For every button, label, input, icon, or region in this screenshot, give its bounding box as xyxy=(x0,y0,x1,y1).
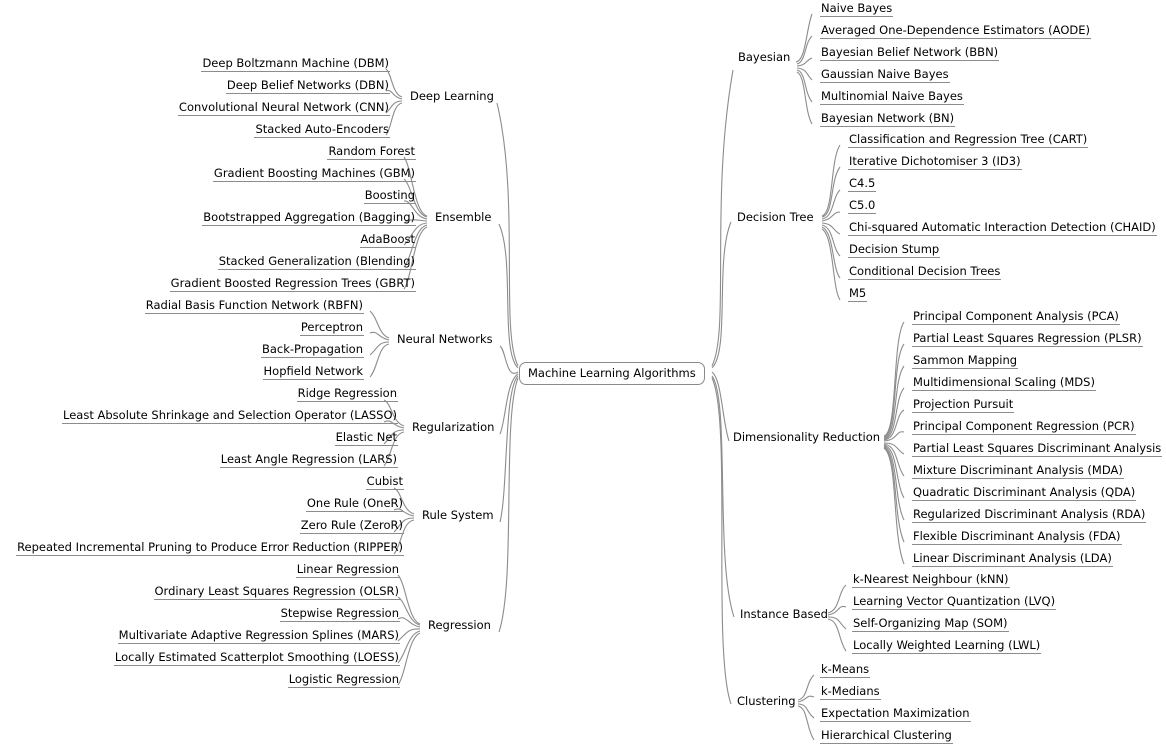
leaf-node[interactable] xyxy=(820,685,881,700)
leaf-node[interactable] xyxy=(296,563,400,578)
leaf-label: Stepwise Regression xyxy=(280,606,399,620)
leaf-label: Ridge Regression xyxy=(297,386,397,400)
leaf-node[interactable] xyxy=(820,68,950,83)
leaf-label: Stacked Generalization (Blending) xyxy=(218,254,415,268)
leaf-node[interactable] xyxy=(360,233,416,248)
leaf-label: Linear Regression xyxy=(296,562,399,576)
leaf-label: Conditional Decision Trees xyxy=(849,264,1001,278)
branch-label-decision-tree[interactable] xyxy=(736,211,815,225)
leaf-label: Principal Component Analysis (PCA) xyxy=(913,309,1119,323)
leaf-node[interactable] xyxy=(912,376,1096,391)
leaf-node[interactable] xyxy=(848,243,940,258)
leaf-label: Cubist xyxy=(366,474,403,488)
branch-label-ensemble[interactable] xyxy=(434,211,492,225)
leaf-label: Chi-squared Automatic Interaction Detection (CHAID) xyxy=(849,220,1156,234)
leaf-node[interactable] xyxy=(218,255,416,270)
leaf-node[interactable] xyxy=(912,530,1122,545)
leaf-label: Boosting xyxy=(364,188,415,202)
leaf-label: k-Nearest Neighbour (kNN) xyxy=(853,572,1009,586)
leaf-label: Ordinary Least Squares Regression (OLSR) xyxy=(154,584,399,598)
leaf-node[interactable] xyxy=(912,552,1113,567)
leaf-node[interactable] xyxy=(820,663,870,678)
leaf-node[interactable] xyxy=(848,265,1001,280)
leaf-node[interactable] xyxy=(254,123,390,138)
leaf-label: Self-Organizing Map (SOM) xyxy=(853,616,1008,630)
leaf-label: Linear Discriminant Analysis (LDA) xyxy=(913,551,1112,565)
branch-text: Dimensionality Reduction xyxy=(733,430,881,444)
branch-text: Bayesian xyxy=(738,50,791,64)
leaf-label: Partial Least Squares Regression (PLSR) xyxy=(913,331,1142,345)
leaf-label: Radial Basis Function Network (RBFN) xyxy=(145,298,363,312)
branch-label-deep-learning[interactable] xyxy=(409,90,495,104)
leaf-label: Stacked Auto-Encoders xyxy=(255,122,389,136)
leaf-node[interactable] xyxy=(327,145,416,160)
root-node-label: Machine Learning Algorithms xyxy=(528,366,696,380)
leaf-label: Gradient Boosted Regression Trees (GBRT) xyxy=(170,276,415,290)
branch-label-regression[interactable] xyxy=(427,619,492,633)
leaf-label: Multidimensional Scaling (MDS) xyxy=(913,375,1095,389)
leaf-label: Learning Vector Quantization (LVQ) xyxy=(853,594,1056,608)
leaf-label: Mixture Discriminant Analysis (MDA) xyxy=(913,463,1123,477)
branch-label-dimensionality-reduction[interactable] xyxy=(732,431,881,445)
leaf-node[interactable] xyxy=(912,464,1124,479)
leaf-node[interactable] xyxy=(335,431,398,446)
leaf-node[interactable] xyxy=(820,112,955,127)
leaf-node[interactable] xyxy=(848,133,1088,148)
leaf-label: Regularized Discriminant Analysis (RDA) xyxy=(913,507,1146,521)
leaf-node[interactable] xyxy=(912,486,1136,501)
leaf-label: Zero Rule (ZeroR) xyxy=(300,518,403,532)
leaf-label: Naive Bayes xyxy=(821,1,893,15)
leaf-label: Convolutional Neural Network (CNN) xyxy=(178,100,389,114)
leaf-label: Bootstrapped Aggregation (Bagging) xyxy=(203,210,415,224)
leaf-node[interactable] xyxy=(820,90,964,105)
leaf-label: Hierarchical Clustering xyxy=(821,728,952,742)
leaf-label: Gaussian Naive Bayes xyxy=(821,67,949,81)
leaf-node[interactable] xyxy=(912,354,1018,369)
branch-text: Clustering xyxy=(737,694,796,708)
leaf-node[interactable] xyxy=(145,299,364,314)
leaf-label: Principal Component Regression (PCR) xyxy=(913,419,1135,433)
leaf-node[interactable] xyxy=(848,199,876,214)
leaf-label: C4.5 xyxy=(849,176,876,190)
leaf-label: Iterative Dichotomiser 3 (ID3) xyxy=(849,154,1021,168)
leaf-label: Flexible Discriminant Analysis (FDA) xyxy=(913,529,1121,543)
branch-text: Neural Networks xyxy=(397,332,493,346)
leaf-label: Multinomial Naive Bayes xyxy=(821,89,963,103)
leaf-label: Classification and Regression Tree (CART) xyxy=(849,132,1088,146)
leaf-node[interactable] xyxy=(288,673,400,688)
leaf-node[interactable] xyxy=(848,155,1022,170)
leaf-node[interactable] xyxy=(202,211,416,226)
leaf-label: Bayesian Network (BN) xyxy=(821,111,955,125)
leaf-node[interactable] xyxy=(16,541,404,556)
leaf-label: Perceptron xyxy=(300,320,363,334)
leaf-node[interactable] xyxy=(912,442,1162,457)
leaf-label: Least Angle Regression (LARS) xyxy=(220,452,397,466)
branch-label-regularization[interactable] xyxy=(411,421,495,435)
leaf-node[interactable] xyxy=(220,453,398,468)
leaf-label: Locally Estimated Scatterplot Smoothing (LOESS) xyxy=(114,650,399,664)
leaf-node[interactable] xyxy=(820,24,1091,39)
branch-text: Rule System xyxy=(422,508,494,522)
leaf-node[interactable] xyxy=(178,101,390,116)
branch-text: Instance Based xyxy=(740,607,828,621)
leaf-label: Sammon Mapping xyxy=(913,353,1018,367)
leaf-node[interactable] xyxy=(820,729,953,744)
leaf-node[interactable] xyxy=(261,343,364,358)
leaf-node[interactable] xyxy=(114,651,400,666)
branch-text: Deep Learning xyxy=(410,89,494,103)
leaf-label: Bayesian Belief Network (BBN) xyxy=(821,45,999,59)
leaf-label: Expectation Maximization xyxy=(821,706,970,720)
leaf-node[interactable] xyxy=(912,398,1014,413)
branch-label-neural-networks[interactable] xyxy=(396,333,494,347)
leaf-node[interactable] xyxy=(306,497,404,512)
root-node[interactable] xyxy=(519,362,705,385)
leaf-node[interactable] xyxy=(852,617,1009,632)
leaf-node[interactable] xyxy=(263,365,364,380)
leaf-node[interactable] xyxy=(852,639,1041,654)
leaf-label: AdaBoost xyxy=(360,232,415,246)
leaf-label: Quadratic Discriminant Analysis (QDA) xyxy=(913,485,1136,499)
leaf-node[interactable] xyxy=(852,573,1010,588)
leaf-node[interactable] xyxy=(280,607,400,622)
leaf-label: Elastic Net xyxy=(335,430,397,444)
leaf-label: Decision Stump xyxy=(849,242,940,256)
branch-label-instance-based[interactable] xyxy=(739,608,829,622)
leaf-node[interactable] xyxy=(201,57,390,72)
leaf-label: Averaged One-Dependence Estimators (AODE) xyxy=(821,23,1090,37)
leaf-node[interactable] xyxy=(848,287,867,302)
branch-text: Regularization xyxy=(412,420,495,434)
leaf-label: Least Absolute Shrinkage and Selection Operator (LASSO) xyxy=(63,408,397,422)
leaf-node[interactable] xyxy=(364,189,416,204)
branch-label-bayesian[interactable] xyxy=(737,51,791,65)
leaf-label: Repeated Incremental Pruning to Produce Error Reduction (RIPPER) xyxy=(17,540,403,554)
leaf-label: Locally Weighted Learning (LWL) xyxy=(853,638,1041,652)
leaf-node[interactable] xyxy=(300,321,364,336)
leaf-label: Hopfield Network xyxy=(263,364,363,378)
leaf-label: M5 xyxy=(849,286,867,300)
branch-label-clustering[interactable] xyxy=(736,695,797,709)
leaf-node[interactable] xyxy=(118,629,400,644)
leaf-label: Back-Propagation xyxy=(261,342,363,356)
leaf-label: k-Medians xyxy=(821,684,880,698)
leaf-node[interactable] xyxy=(852,595,1056,610)
leaf-node[interactable] xyxy=(820,2,893,17)
branch-text: Ensemble xyxy=(435,210,492,224)
leaf-node[interactable] xyxy=(62,409,398,424)
leaf-label: Gradient Boosting Machines (GBM) xyxy=(213,166,415,180)
leaf-node[interactable] xyxy=(912,508,1146,523)
leaf-label: One Rule (OneR) xyxy=(306,496,403,510)
branch-label-rule-system[interactable] xyxy=(421,509,495,523)
leaf-label: Deep Boltzmann Machine (DBM) xyxy=(202,56,389,70)
leaf-label: Logistic Regression xyxy=(288,672,399,686)
leaf-node[interactable] xyxy=(820,46,999,61)
leaf-label: Random Forest xyxy=(328,144,415,158)
leaf-label: Deep Belief Networks (DBN) xyxy=(226,78,389,92)
leaf-node[interactable] xyxy=(300,519,404,534)
leaf-node[interactable] xyxy=(366,475,404,490)
leaf-node[interactable] xyxy=(297,387,398,402)
leaf-node[interactable] xyxy=(848,177,876,192)
leaf-node[interactable] xyxy=(848,221,1157,236)
leaf-node[interactable] xyxy=(912,332,1143,347)
leaf-label: Multivariate Adaptive Regression Splines (MARS) xyxy=(118,628,399,642)
leaf-label: C5.0 xyxy=(849,198,876,212)
branch-text: Decision Tree xyxy=(737,210,814,224)
leaf-label: Projection Pursuit xyxy=(913,397,1014,411)
leaf-label: k-Means xyxy=(821,662,870,676)
leaf-node[interactable] xyxy=(912,420,1136,435)
leaf-node[interactable] xyxy=(154,585,401,600)
branch-text: Regression xyxy=(428,618,491,632)
leaf-node[interactable] xyxy=(226,79,390,94)
leaf-node[interactable] xyxy=(170,277,416,292)
leaf-node[interactable] xyxy=(213,167,416,182)
leaf-node[interactable] xyxy=(912,310,1120,325)
leaf-label: Partial Least Squares Discriminant Analysis xyxy=(913,441,1162,455)
leaf-node[interactable] xyxy=(820,707,971,722)
